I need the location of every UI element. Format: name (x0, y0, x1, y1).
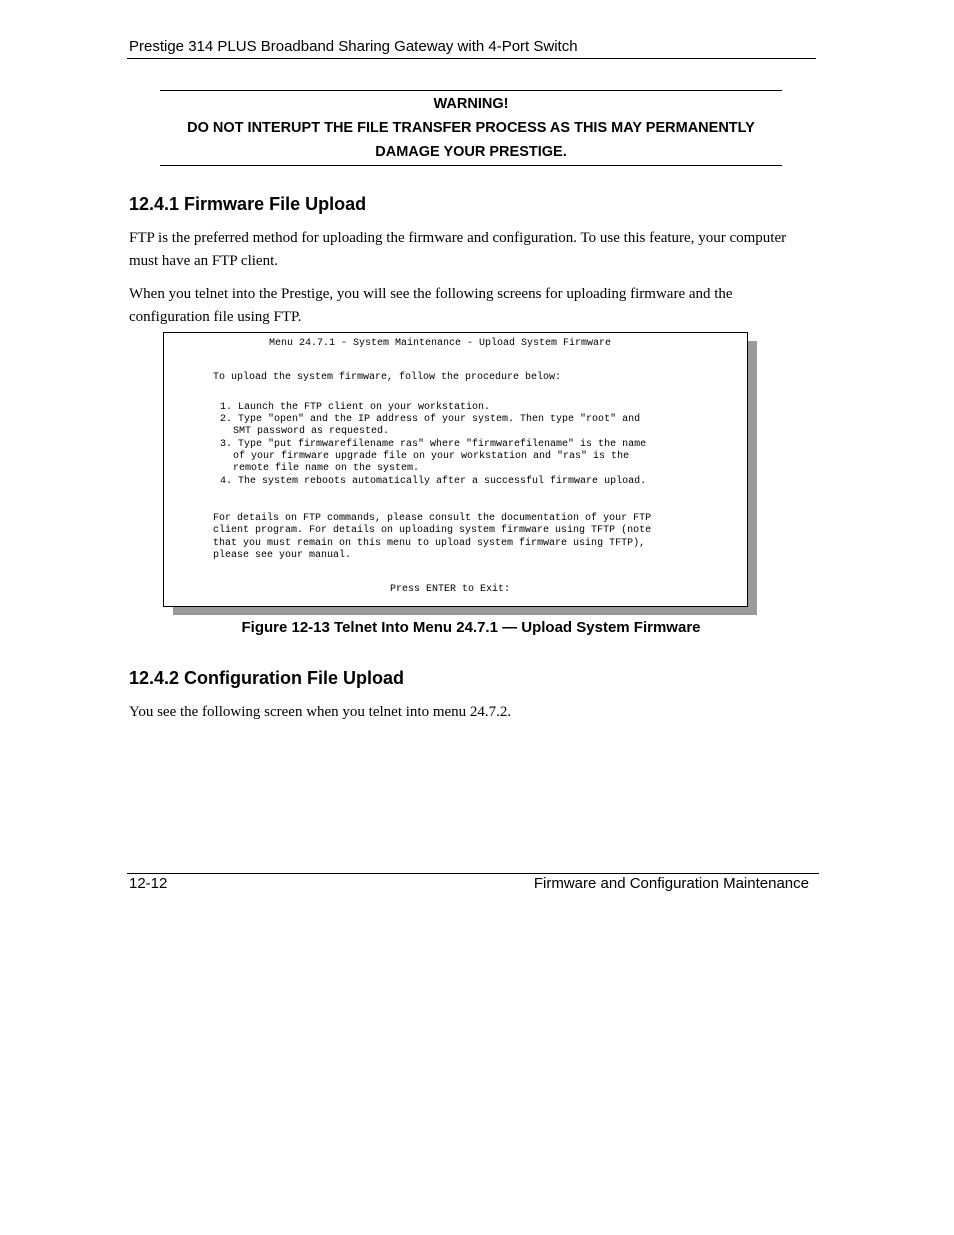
terminal-exit-prompt: Press ENTER to Exit: (390, 584, 511, 595)
warning-text-line-1: DO NOT INTERUPT THE FILE TRANSFER PROCESS AS THIS MAY PERMANENTLY (187, 120, 755, 136)
terminal-details-1: For details on FTP commands, please consult the documentation of your FTP (213, 513, 652, 524)
warning-title: WARNING! (433, 96, 509, 112)
terminal-step-4: 4. The system reboots automatically after a successful firmware upload. (220, 476, 647, 487)
terminal-step-2: 2. Type "open" and the IP address of your system. Then type "root" and (220, 414, 641, 425)
terminal-details-2: client program. For details on uploading system firmware using TFTP (note (213, 525, 652, 536)
terminal-step-2-cont: SMT password as requested. (233, 426, 390, 437)
figure-caption: Figure 12-13 Telnet Into Menu 24.7.1 — Upload System Firmware (241, 619, 701, 636)
terminal-details-3: that you must remain on this menu to upload system firmware using TFTP), (213, 538, 646, 549)
warning-text-line-2: DAMAGE YOUR PRESTIGE. (375, 144, 567, 160)
terminal-step-1: 1. Launch the FTP client on your workstation. (220, 402, 491, 413)
terminal-intro: To upload the system firmware, follow the procedure below: (213, 372, 562, 383)
paragraph-ftp-intro: FTP is the preferred method for uploading the firmware and configuration. To use this feature, your computer must have an FTP client. (129, 230, 787, 269)
header-divider (127, 58, 816, 59)
warning-box (160, 90, 782, 166)
section-heading-firmware-upload: 12.4.1 Firmware File Upload (129, 194, 367, 214)
footer-chapter-title: Firmware and Configuration Maintenance (533, 875, 809, 892)
section-heading-configuration-upload: 12.4.2 Configuration File Upload (129, 668, 405, 688)
page-number: 12-12 (129, 875, 168, 892)
terminal-step-3-cont-1: of your firmware upgrade file on your workstation and "ras" is the (233, 451, 630, 462)
running-header: Prestige 314 PLUS Broadband Sharing Gateway with 4-Port Switch (129, 38, 578, 55)
terminal-step-3: 3. Type "put firmwarefilename ras" where "firmwarefilename" is the name (220, 439, 647, 450)
terminal-details-4: please see your manual. (213, 550, 352, 561)
terminal-screen (163, 332, 748, 607)
paragraph-telnet-intro: When you telnet into the Prestige, you will see the following screens for uploading firmware and the configuration file using FTP. (129, 286, 733, 325)
footer-divider (127, 873, 819, 874)
paragraph-config-intro: You see the following screen when you telnet into menu 24.7.2. (129, 704, 512, 720)
terminal-menu-title: Menu 24.7.1 - System Maintenance - Upload System Firmware (269, 338, 612, 349)
terminal-step-3-cont-2: remote file name on the system. (233, 463, 420, 474)
